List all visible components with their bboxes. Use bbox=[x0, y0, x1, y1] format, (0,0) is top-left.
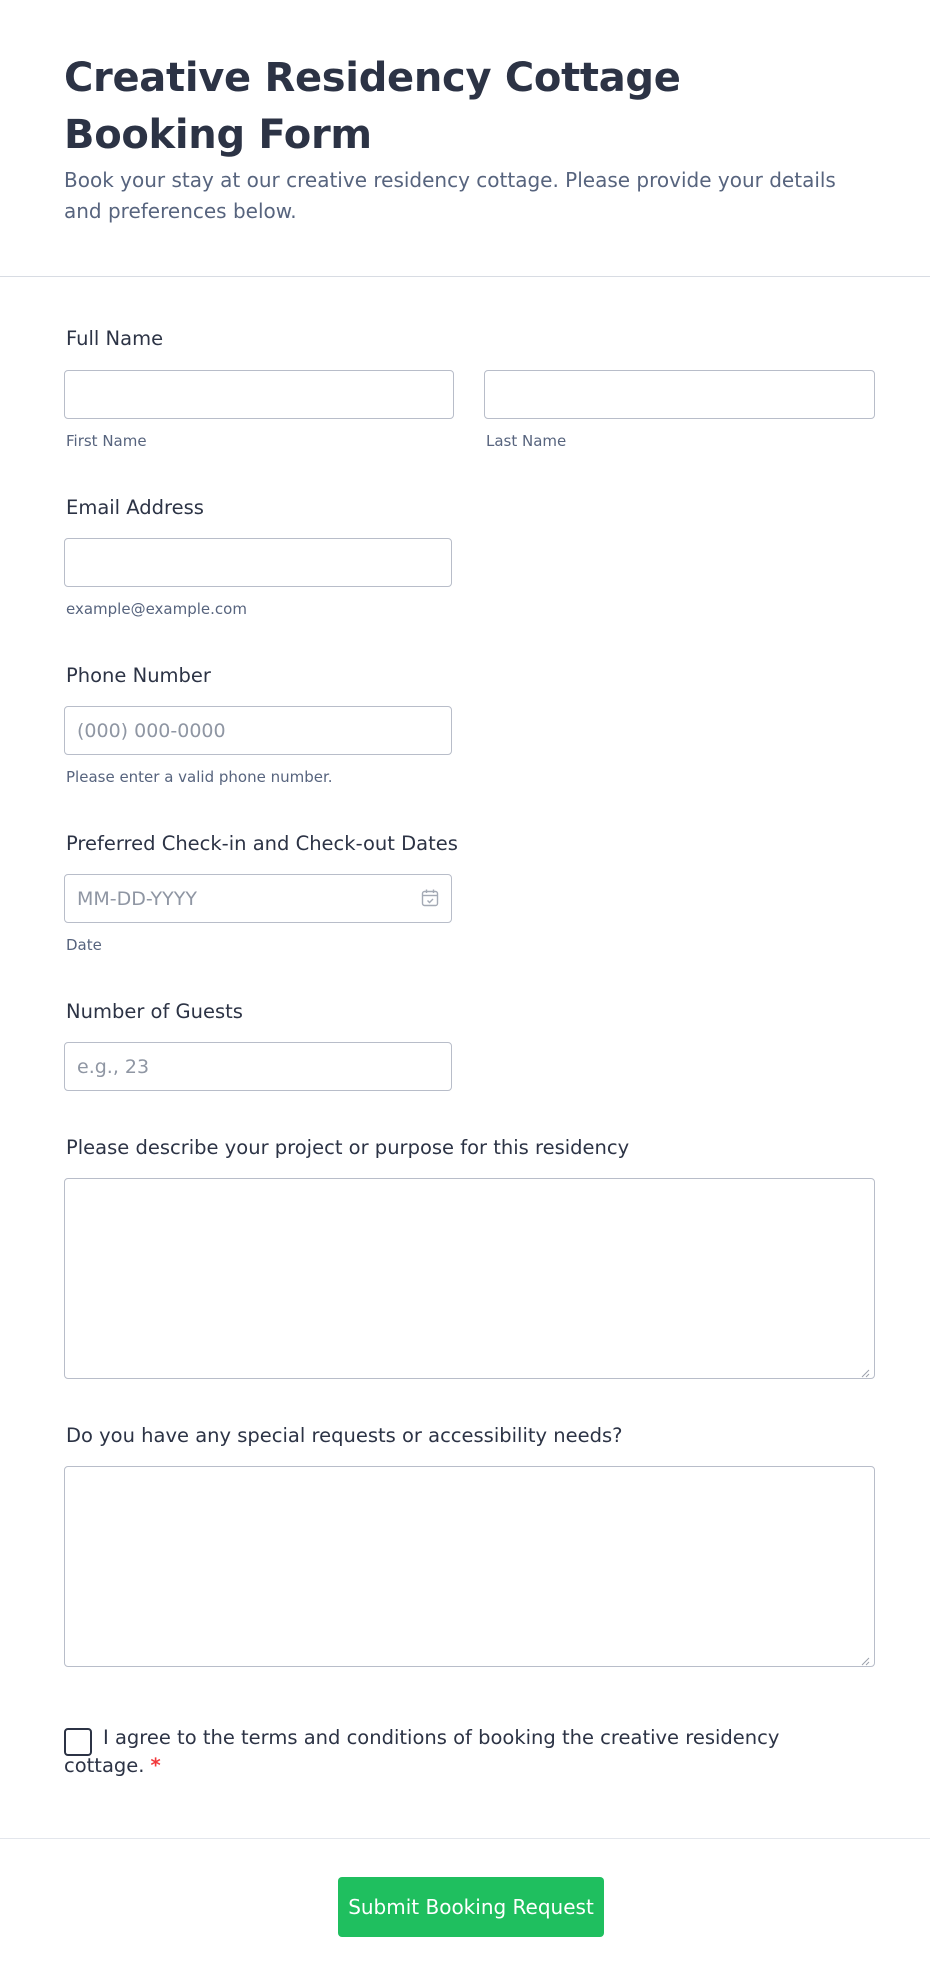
first-name-sublabel: First Name bbox=[66, 432, 147, 450]
terms-label: I agree to the terms and conditions of booking the creative residency cottage. bbox=[64, 1726, 780, 1777]
email-sublabel: example@example.com bbox=[66, 600, 247, 618]
date-input[interactable] bbox=[64, 874, 452, 923]
phone-label: Phone Number bbox=[66, 664, 211, 687]
email-input[interactable] bbox=[64, 538, 452, 587]
terms-text-block bbox=[64, 1724, 784, 1780]
phone-input[interactable] bbox=[64, 706, 452, 755]
phone-sublabel: Please enter a valid phone number. bbox=[66, 768, 333, 786]
email-label: Email Address bbox=[66, 496, 204, 519]
full-name-label: Full Name bbox=[66, 327, 164, 350]
guests-label: Number of Guests bbox=[66, 1000, 243, 1023]
requests-label: Do you have any special requests or accessibility needs? bbox=[66, 1424, 623, 1447]
project-label: Please describe your project or purpose for this residency bbox=[66, 1136, 630, 1159]
guests-input[interactable] bbox=[64, 1042, 452, 1091]
resize-grip-icon[interactable] bbox=[860, 1651, 870, 1661]
last-name-input[interactable] bbox=[484, 370, 875, 419]
date-sublabel: Date bbox=[66, 936, 102, 954]
dates-label: Preferred Check-in and Check-out Dates bbox=[66, 832, 458, 855]
first-name-input[interactable] bbox=[64, 370, 454, 419]
resize-grip-icon[interactable] bbox=[860, 1363, 870, 1373]
requests-textarea[interactable] bbox=[64, 1466, 875, 1667]
calendar-check-icon[interactable] bbox=[420, 888, 440, 908]
project-textarea[interactable] bbox=[64, 1178, 875, 1379]
page-subtitle: Book your stay at our creative residency cottage. Please provide your details and preferences below. bbox=[64, 168, 836, 223]
required-mark: * bbox=[150, 1754, 161, 1777]
last-name-sublabel: Last Name bbox=[486, 432, 567, 450]
form-header bbox=[0, 0, 930, 277]
page-title: Creative Residency Cottage Booking Form bbox=[64, 55, 681, 158]
submit-button[interactable]: Submit Booking Request bbox=[338, 1877, 604, 1937]
